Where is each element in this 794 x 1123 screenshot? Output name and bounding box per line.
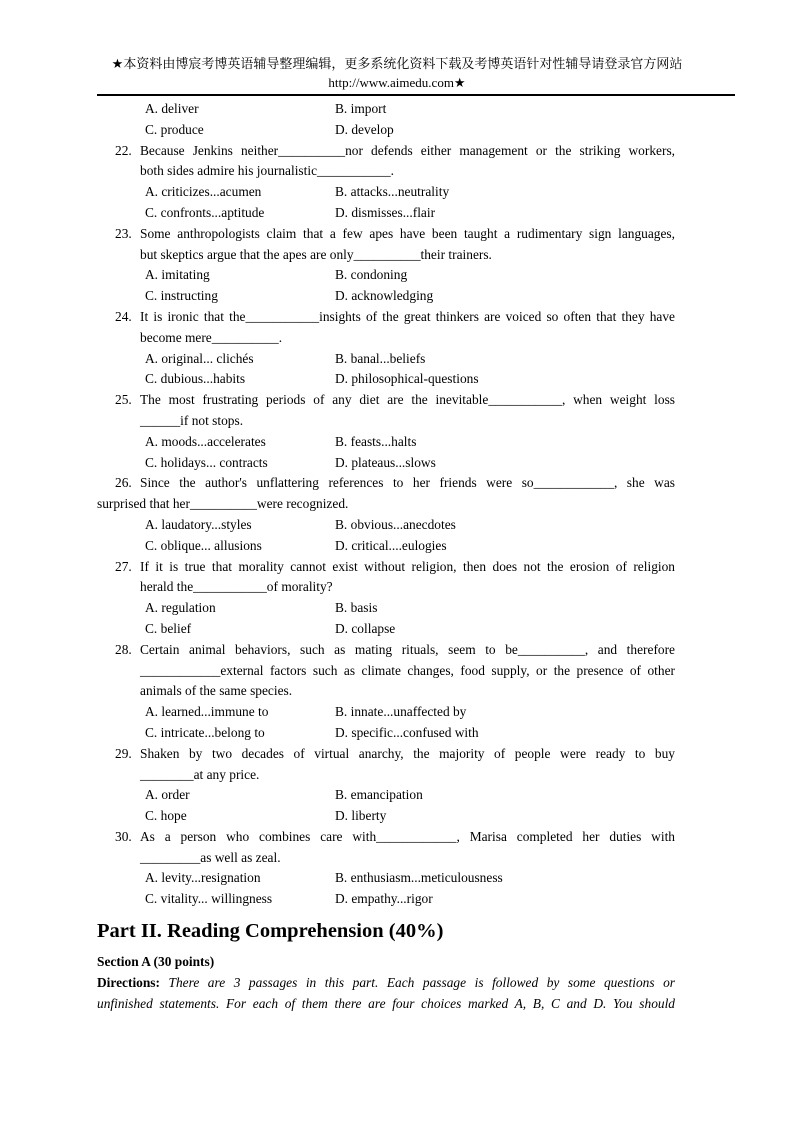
question-block xyxy=(97,557,675,640)
question-line: 28. Certain animal behaviors, such as mating rituals, seem to be__________, and therefore xyxy=(115,640,675,661)
option-row xyxy=(145,806,675,827)
question-number: 24. xyxy=(115,308,132,324)
option-cell: C. dubious...habits xyxy=(145,371,246,387)
option-row xyxy=(145,868,675,889)
directions-label: Directions: xyxy=(97,974,160,990)
option-cell: C. intricate...belong to xyxy=(145,724,265,740)
option-row xyxy=(145,598,675,619)
option-row xyxy=(145,182,675,203)
question-line: 23. Some anthropologists claim that a few apes have been taught a rudimentary sign languages, xyxy=(115,224,675,245)
question-block xyxy=(97,473,675,556)
option-cell: A. learned...immune to xyxy=(145,704,269,720)
option-cell: A. moods...accelerates xyxy=(145,433,266,449)
option-cell: B. emancipation xyxy=(335,787,423,803)
option-cell: D. develop xyxy=(335,121,394,137)
option-row xyxy=(145,723,675,744)
option-row xyxy=(145,369,675,390)
directions-text: unfinished statements. For each of them there are four choices marked A, B, C and D. You should xyxy=(97,995,675,1011)
option-cell: D. philosophical-questions xyxy=(335,371,479,387)
document-header xyxy=(0,0,794,92)
option-cell: B. condoning xyxy=(335,267,408,283)
question-line: ____________external factors such as climate changes, food supply, or the presence of other xyxy=(140,662,675,678)
question-line: 30. As a person who combines care with____________, Marisa completed her duties with xyxy=(115,827,675,848)
option-cell: B. basis xyxy=(335,600,378,616)
option-cell: B. enthusiasm...meticulousness xyxy=(335,870,503,886)
question-line: 27. If it is true that morality cannot exist without religion, then does not the erosion of religion xyxy=(115,557,675,578)
option-cell: B. banal...beliefs xyxy=(335,350,426,366)
section-a-heading: Section A (30 points) xyxy=(97,954,215,970)
option-cell: A. criticizes...acumen xyxy=(145,184,262,200)
question-number: 30. xyxy=(115,828,132,844)
option-cell: C. vitality... willingness xyxy=(145,891,273,907)
option-cell: D. specific...confused with xyxy=(335,724,479,740)
part2-heading: Part II. Reading Comprehension (40%) xyxy=(97,920,444,943)
option-cell: B. attacks...neutrality xyxy=(335,184,450,200)
header-rule xyxy=(97,94,735,96)
question-line: but skeptics argue that the apes are only__________their trainers. xyxy=(140,246,492,262)
option-cell: B. import xyxy=(335,101,387,116)
option-cell: D. critical....eulogies xyxy=(335,537,447,553)
question-number: 23. xyxy=(115,225,132,241)
option-row xyxy=(145,619,675,640)
question-21-options xyxy=(97,99,675,141)
question-line: surprised that her__________were recognized. xyxy=(97,496,349,512)
option-row xyxy=(145,453,675,474)
question-block xyxy=(97,640,675,744)
option-cell: B. innate...unaffected by xyxy=(335,704,467,720)
option-row xyxy=(145,536,675,557)
option-row xyxy=(145,203,675,224)
question-number: 26. xyxy=(115,475,132,491)
question-line: 26. Since the author's unflattering references to her friends were so____________, she was xyxy=(115,473,675,494)
header-note-cn: ★本资料由博宸考博英语辅导整理编辑，更多系统化资料下载及考博英语针对性辅导请登录官方网站 xyxy=(111,56,683,71)
question-line: 22. Because Jenkins neither__________nor defends either management or the striking workers, xyxy=(115,141,675,162)
question-line: _________as well as zeal. xyxy=(140,849,281,865)
question-block xyxy=(97,744,675,827)
option-row xyxy=(145,349,675,370)
option-row xyxy=(145,889,675,910)
option-cell: B. feasts...halts xyxy=(335,433,417,449)
question-block xyxy=(97,827,675,910)
option-cell: A. imitating xyxy=(145,267,210,283)
question-line: animals of the same species. xyxy=(140,683,293,699)
question-number: 29. xyxy=(115,745,132,761)
option-cell: D. collapse xyxy=(335,620,396,636)
option-cell: A. levity...resignation xyxy=(145,870,261,886)
questions-list xyxy=(97,141,675,910)
question-block xyxy=(97,390,675,473)
option-cell: C. instructing xyxy=(145,288,218,304)
option-row xyxy=(145,120,675,141)
directions-line xyxy=(97,973,675,994)
option-row xyxy=(145,286,675,307)
question-number: 22. xyxy=(115,142,132,158)
option-row xyxy=(145,99,675,120)
option-cell: C. confronts...aptitude xyxy=(145,204,265,220)
directions-paragraph xyxy=(97,973,675,1015)
question-line: herald the___________of morality? xyxy=(140,579,333,595)
question-line: ______if not stops. xyxy=(140,412,244,428)
question-number: 27. xyxy=(115,558,132,574)
option-cell: D. empathy...rigor xyxy=(335,891,433,907)
question-number: 28. xyxy=(115,641,132,657)
option-cell: C. hope xyxy=(145,808,187,824)
option-cell: D. liberty xyxy=(335,808,387,824)
directions-line xyxy=(97,994,675,1015)
document-body xyxy=(97,99,675,1014)
question-block xyxy=(97,141,675,224)
question-number: 25. xyxy=(115,392,132,408)
question-block xyxy=(97,307,675,390)
option-cell: A. laudatory...styles xyxy=(145,516,252,532)
question-line: both sides admire his journalistic___________. xyxy=(140,163,395,179)
option-row xyxy=(145,265,675,286)
option-cell: C. produce xyxy=(145,121,204,137)
option-cell: D. dismisses...flair xyxy=(335,204,436,220)
question-line: 25. The most frustrating periods of any diet are the inevitable___________, when weight loss xyxy=(115,390,675,411)
question-block xyxy=(97,224,675,307)
option-cell: A. order xyxy=(145,787,190,803)
option-cell: D. plateaus...slows xyxy=(335,454,436,470)
question-line: 24. It is ironic that the___________insights of the great thinkers are voiced so often that they have xyxy=(115,307,675,328)
option-cell: B. obvious...anecdotes xyxy=(335,516,456,532)
option-cell: D. acknowledging xyxy=(335,288,434,304)
option-cell: C. belief xyxy=(145,620,192,636)
option-row xyxy=(145,515,675,536)
option-cell: A. original... clichés xyxy=(145,350,254,366)
option-cell: A. deliver xyxy=(145,101,199,116)
question-line: become mere__________. xyxy=(140,329,283,345)
question-line: 29. Shaken by two decades of virtual anarchy, the majority of people were ready to buy xyxy=(115,744,675,765)
question-line: ________at any price. xyxy=(140,766,260,782)
option-row xyxy=(145,432,675,453)
option-row xyxy=(145,785,675,806)
directions-text: There are 3 passages in this part. Each passage is followed by some questions or xyxy=(168,974,675,990)
option-cell: C. holidays... contracts xyxy=(145,454,268,470)
option-cell: C. oblique... allusions xyxy=(145,537,262,553)
header-url: http://www.aimedu.com★ xyxy=(328,74,466,90)
option-cell: A. regulation xyxy=(145,600,216,616)
option-row xyxy=(145,702,675,723)
